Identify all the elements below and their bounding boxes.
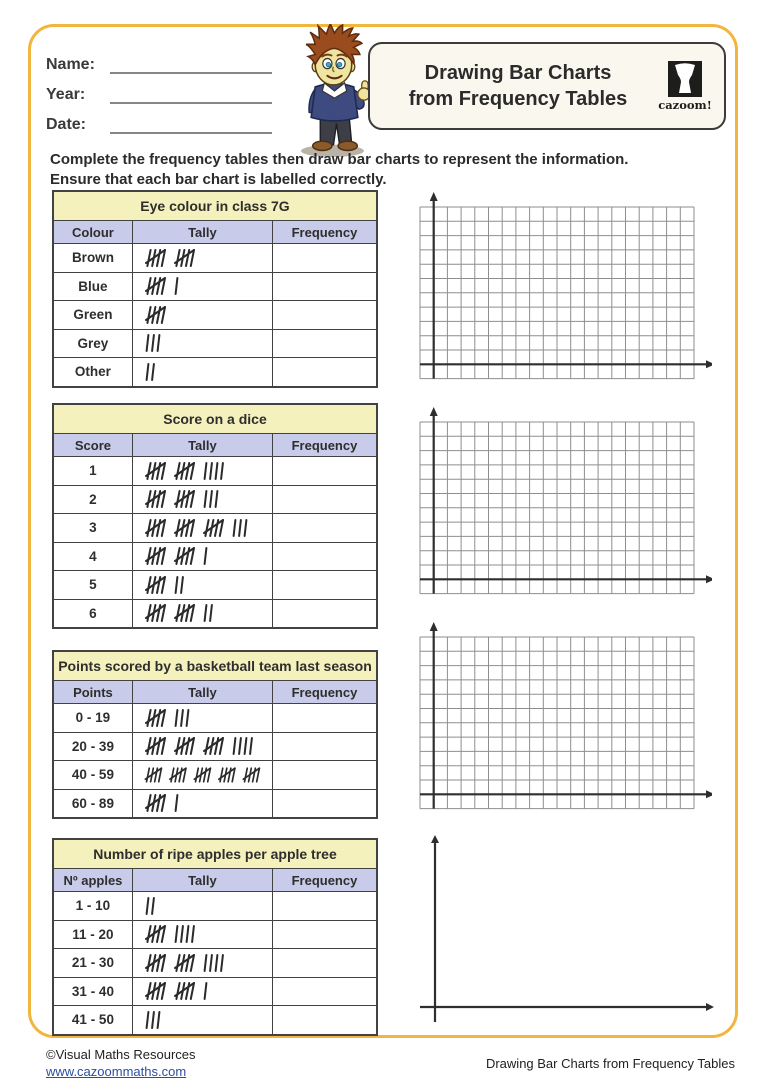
tally-marks <box>142 274 186 298</box>
table-row <box>54 486 376 515</box>
tally-marks <box>142 922 202 946</box>
tally-marks <box>142 894 162 918</box>
tally-marks <box>142 763 272 787</box>
column-header: Colour <box>54 221 133 243</box>
table-row <box>54 457 376 486</box>
worksheet-title <box>370 60 656 112</box>
table-row <box>54 543 376 572</box>
tally-cell <box>133 600 273 628</box>
row-label: Other <box>54 358 133 386</box>
tally-cell <box>133 244 273 272</box>
instructions-line1: Complete the frequency tables then draw bar charts to represent the information. <box>50 151 629 168</box>
column-header: Score <box>54 434 133 456</box>
table-row <box>54 733 376 762</box>
cazoom-logo <box>656 61 714 112</box>
column-header: Tally <box>133 434 273 456</box>
tally-cell <box>133 514 273 542</box>
tally-cell <box>133 273 273 301</box>
tally-cell <box>133 733 273 761</box>
tally-cell <box>133 790 273 818</box>
tally-marks <box>142 544 215 568</box>
table-title: Points scored by a basketball team last season <box>54 652 376 681</box>
cazoom-logo-icon <box>668 61 702 97</box>
table-row <box>54 790 376 818</box>
table-row <box>54 330 376 359</box>
row-label: 20 - 39 <box>54 733 133 761</box>
row-label: 31 - 40 <box>54 978 133 1006</box>
frequency-cell <box>273 543 376 571</box>
tally-marks <box>142 487 226 511</box>
tally-marks <box>142 360 162 384</box>
tally-marks <box>142 573 191 597</box>
worksheet-title-box <box>368 42 726 130</box>
tally-marks <box>142 246 209 270</box>
frequency-table-ripe-apples <box>52 838 378 1036</box>
tally-cell <box>133 571 273 599</box>
table-row <box>54 892 376 921</box>
frequency-cell <box>273 486 376 514</box>
table-row <box>54 571 376 600</box>
frequency-cell <box>273 790 376 818</box>
row-label: 1 - 10 <box>54 892 133 920</box>
row-label: 1 <box>54 457 133 485</box>
worksheet-title-line2: from Frequency Tables <box>408 88 628 110</box>
tally-marks <box>142 331 168 355</box>
tally-cell <box>133 457 273 485</box>
year-label: Year: <box>46 86 86 103</box>
row-label: 40 - 59 <box>54 761 133 789</box>
table-row <box>54 921 376 950</box>
row-label: 60 - 89 <box>54 790 133 818</box>
name-field-row <box>46 44 272 74</box>
table-title: Eye colour in class 7G <box>54 192 376 221</box>
column-header: Frequency <box>291 224 358 240</box>
frequency-cell <box>273 358 376 386</box>
footer-document-title: Drawing Bar Charts from Frequency Tables <box>485 1056 735 1071</box>
frequency-cell <box>273 949 376 977</box>
column-header: Frequency <box>291 684 358 700</box>
tally-marks <box>142 1008 168 1032</box>
table-row <box>54 244 376 273</box>
instructions-line2: Ensure that each bar chart is labelled correctly. <box>50 171 387 188</box>
column-header: Tally <box>133 221 273 243</box>
frequency-cell <box>273 1006 376 1034</box>
tally-cell <box>133 1006 273 1034</box>
frequency-cell <box>273 457 376 485</box>
tally-cell <box>133 330 273 358</box>
tally-marks <box>142 516 255 540</box>
row-label: 2 <box>54 486 133 514</box>
tally-marks <box>142 951 231 975</box>
table-row <box>54 358 376 386</box>
column-header: Tally <box>133 681 273 703</box>
year-write-line <box>110 82 272 104</box>
tally-marks <box>142 734 260 758</box>
tally-cell <box>133 543 273 571</box>
tally-marks <box>142 791 186 815</box>
row-label: 6 <box>54 600 133 628</box>
name-write-line <box>110 52 272 74</box>
tally-marks <box>142 601 220 625</box>
table-row <box>54 978 376 1007</box>
tally-cell <box>133 358 273 386</box>
frequency-cell <box>273 514 376 542</box>
row-label: Blue <box>54 273 133 301</box>
frequency-cell <box>273 761 376 789</box>
row-label: 4 <box>54 543 133 571</box>
date-write-line <box>110 112 272 134</box>
row-label: Grey <box>54 330 133 358</box>
column-header: Points <box>54 681 133 703</box>
frequency-cell <box>273 892 376 920</box>
row-label: Green <box>54 301 133 329</box>
frequency-cell <box>273 978 376 1006</box>
tally-cell <box>133 978 273 1006</box>
column-header: Frequency <box>291 872 358 888</box>
row-label: Brown <box>54 244 133 272</box>
bar-chart-grid-3 <box>412 620 712 825</box>
tally-cell <box>133 761 273 789</box>
table-row <box>54 704 376 733</box>
frequency-cell <box>273 244 376 272</box>
table-row <box>54 949 376 978</box>
row-label: 0 - 19 <box>54 704 133 732</box>
tally-marks <box>142 303 180 327</box>
frequency-cell <box>273 921 376 949</box>
frequency-cell <box>273 733 376 761</box>
row-label: 11 - 20 <box>54 921 133 949</box>
column-header: Tally <box>133 869 273 891</box>
column-header: Frequency <box>291 437 358 453</box>
table-row <box>54 273 376 302</box>
tally-cell <box>133 949 273 977</box>
row-label: 5 <box>54 571 133 599</box>
tally-marks <box>142 979 215 1003</box>
tally-cell <box>133 704 273 732</box>
date-field-row <box>46 104 272 134</box>
table-title: Number of ripe apples per apple tree <box>54 840 376 869</box>
name-label: Name: <box>46 56 95 73</box>
table-row <box>54 1006 376 1034</box>
table-row <box>54 301 376 330</box>
row-label: 41 - 50 <box>54 1006 133 1034</box>
frequency-cell <box>273 330 376 358</box>
table-row <box>54 514 376 543</box>
date-label: Date: <box>46 116 87 133</box>
row-label: 3 <box>54 514 133 542</box>
worksheet-title-line1: Drawing Bar Charts <box>424 62 612 84</box>
frequency-cell <box>273 704 376 732</box>
copyright-text: ©Visual Maths Resources <box>46 1047 196 1062</box>
table-row <box>54 600 376 628</box>
frequency-table-dice-score <box>52 403 378 629</box>
website-link[interactable]: www.cazoommaths.com <box>46 1064 187 1079</box>
frequency-cell <box>273 571 376 599</box>
table-title: Score on a dice <box>54 405 376 434</box>
cazoom-logo-text: cazoom! <box>658 97 712 112</box>
table-header-row <box>54 221 376 244</box>
frequency-table-eye-colour <box>52 190 378 388</box>
table-header-row <box>54 869 376 892</box>
frequency-table-basketball-points <box>52 650 378 819</box>
tally-cell <box>133 892 273 920</box>
bar-chart-grid-2 <box>412 405 712 610</box>
table-header-row <box>54 434 376 457</box>
frequency-cell <box>273 301 376 329</box>
table-header-row <box>54 681 376 704</box>
student-fields <box>46 44 272 134</box>
year-field-row <box>46 74 272 104</box>
tally-cell <box>133 301 273 329</box>
bar-chart-axes-4 <box>412 832 722 1035</box>
column-header: Nº apples <box>54 869 133 891</box>
frequency-cell <box>273 273 376 301</box>
bar-chart-grid-1 <box>412 190 712 395</box>
table-row <box>54 761 376 790</box>
instructions <box>50 150 628 190</box>
tally-marks <box>142 706 197 730</box>
tally-cell <box>133 486 273 514</box>
frequency-cell <box>273 600 376 628</box>
tally-marks <box>142 459 231 483</box>
footer-left <box>46 1046 196 1080</box>
tally-cell <box>133 921 273 949</box>
row-label: 21 - 30 <box>54 949 133 977</box>
